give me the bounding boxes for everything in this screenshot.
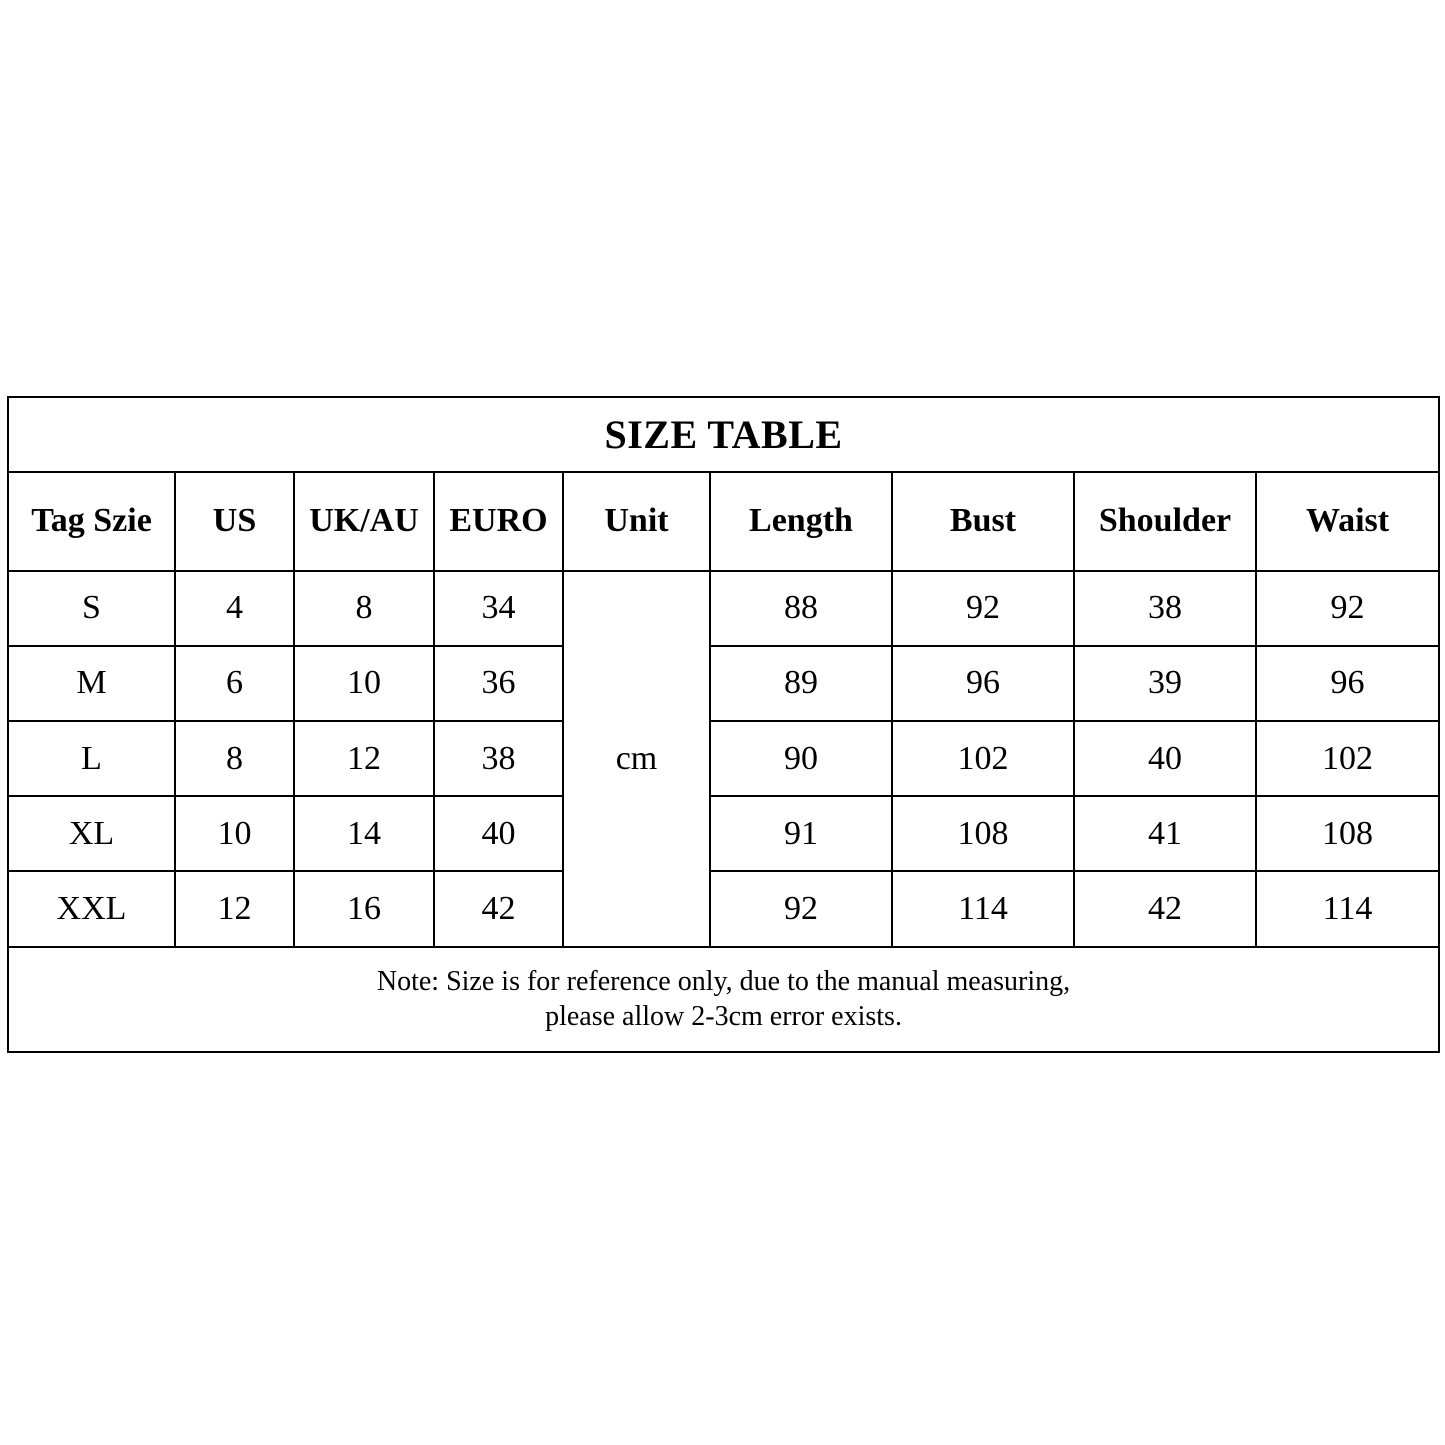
cell-tag-size: L [8, 721, 175, 796]
cell-uk-au: 8 [294, 571, 434, 646]
header-us: US [175, 472, 294, 570]
cell-waist: 96 [1256, 646, 1439, 721]
header-length: Length [710, 472, 892, 570]
cell-euro: 42 [434, 871, 563, 946]
cell-us: 6 [175, 646, 294, 721]
cell-us: 10 [175, 796, 294, 871]
table-row [8, 721, 1439, 796]
cell-shoulder: 38 [1074, 571, 1256, 646]
cell-waist: 92 [1256, 571, 1439, 646]
cell-us: 4 [175, 571, 294, 646]
cell-euro: 40 [434, 796, 563, 871]
header-shoulder: Shoulder [1074, 472, 1256, 570]
cell-tag-size: XXL [8, 871, 175, 946]
cell-waist: 102 [1256, 721, 1439, 796]
cell-length: 91 [710, 796, 892, 871]
cell-euro: 36 [434, 646, 563, 721]
title-row [8, 397, 1439, 472]
cell-shoulder: 42 [1074, 871, 1256, 946]
cell-uk-au: 12 [294, 721, 434, 796]
cell-bust: 92 [892, 571, 1074, 646]
table-row [8, 871, 1439, 946]
header-euro: EURO [434, 472, 563, 570]
cell-bust: 114 [892, 871, 1074, 946]
table-title: SIZE TABLE [8, 397, 1439, 472]
cell-bust: 102 [892, 721, 1074, 796]
header-uk-au: UK/AU [294, 472, 434, 570]
cell-waist: 108 [1256, 796, 1439, 871]
cell-uk-au: 10 [294, 646, 434, 721]
cell-unit: cm [563, 571, 710, 947]
cell-waist: 114 [1256, 871, 1439, 946]
note-cell [8, 947, 1439, 1052]
size-table [7, 396, 1440, 1053]
header-waist: Waist [1256, 472, 1439, 570]
header-bust: Bust [892, 472, 1074, 570]
cell-euro: 34 [434, 571, 563, 646]
header-tag-size: Tag Szie [8, 472, 175, 570]
cell-uk-au: 16 [294, 871, 434, 946]
note-line-1: Note: Size is for reference only, due to the manual measuring, [376, 966, 1071, 998]
header-row [8, 472, 1439, 570]
cell-length: 89 [710, 646, 892, 721]
note-line-2: please allow 2-3cm error exists. [545, 1001, 902, 1033]
header-unit: Unit [563, 472, 710, 570]
cell-length: 88 [710, 571, 892, 646]
cell-shoulder: 41 [1074, 796, 1256, 871]
note-row [8, 947, 1439, 1052]
cell-bust: 96 [892, 646, 1074, 721]
cell-us: 12 [175, 871, 294, 946]
cell-tag-size: M [8, 646, 175, 721]
cell-us: 8 [175, 721, 294, 796]
table-row [8, 571, 1439, 646]
cell-euro: 38 [434, 721, 563, 796]
cell-bust: 108 [892, 796, 1074, 871]
table-row [8, 646, 1439, 721]
cell-tag-size: XL [8, 796, 175, 871]
cell-uk-au: 14 [294, 796, 434, 871]
table-row [8, 796, 1439, 871]
cell-shoulder: 40 [1074, 721, 1256, 796]
cell-length: 90 [710, 721, 892, 796]
cell-shoulder: 39 [1074, 646, 1256, 721]
cell-length: 92 [710, 871, 892, 946]
cell-tag-size: S [8, 571, 175, 646]
